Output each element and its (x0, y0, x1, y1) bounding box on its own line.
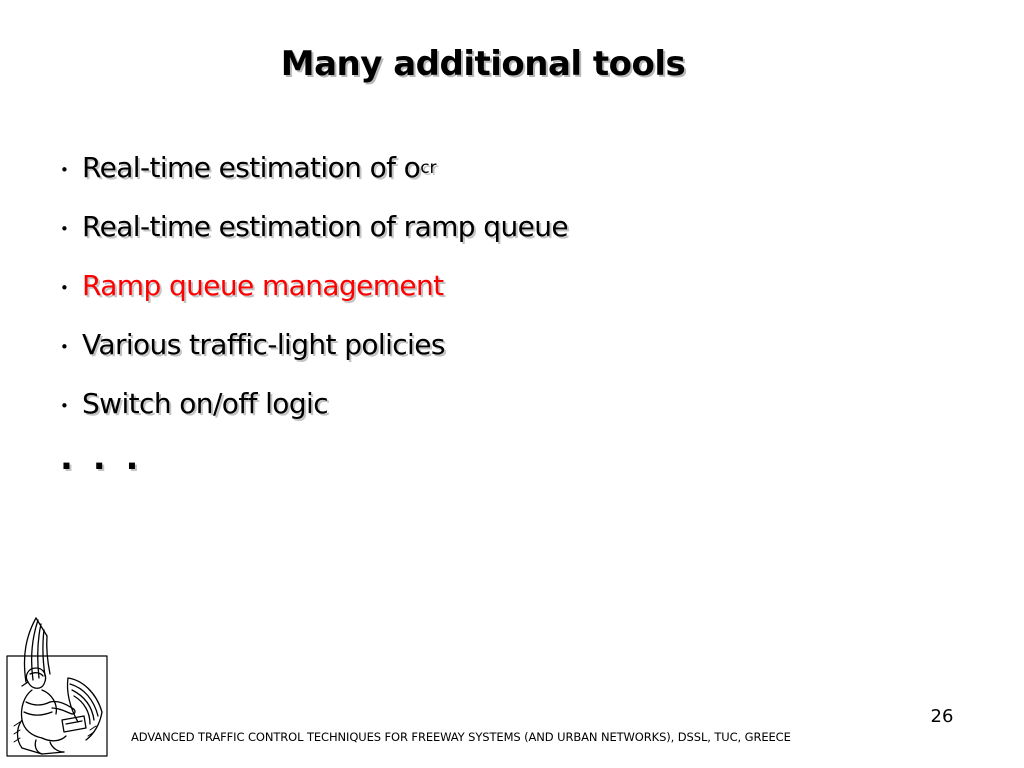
bullet-dot: • (60, 337, 69, 356)
bullet-list (60, 138, 568, 433)
bullet-text: Real-time estimation of ramp queue (82, 210, 568, 243)
bullet-dot: • (60, 219, 69, 238)
bullet-dot: • (60, 160, 69, 179)
page-number: 26 (930, 706, 954, 727)
bullet-text: Ramp queue management (82, 269, 444, 302)
bullet-item-traffic-light-policies (60, 315, 568, 374)
ellipsis: . . . (60, 438, 143, 478)
bullet-item-ramp-queue-estimation (60, 197, 568, 256)
slide-footer: ADVANCED TRAFFIC CONTROL TECHNIQUES FOR FREEWAY SYSTEMS (AND URBAN NETWORKS), DSSL, TUC, GREECE (131, 730, 791, 744)
bullet-dot: • (60, 278, 69, 297)
bullet-item-ocr-estimation (60, 138, 568, 197)
bullet-text: Various traffic-light policies (82, 328, 445, 361)
bullet-item-ramp-queue-management (60, 256, 568, 315)
bullet-subscript: cr (420, 157, 437, 178)
bullet-text: Switch on/off logic (82, 387, 328, 420)
bullet-dot: • (60, 396, 69, 415)
university-emblem-icon (6, 616, 110, 758)
bullet-item-switch-logic (60, 374, 568, 433)
bullet-text: Real-time estimation of o (82, 151, 421, 184)
slide-title: Many additional tools (280, 44, 686, 84)
